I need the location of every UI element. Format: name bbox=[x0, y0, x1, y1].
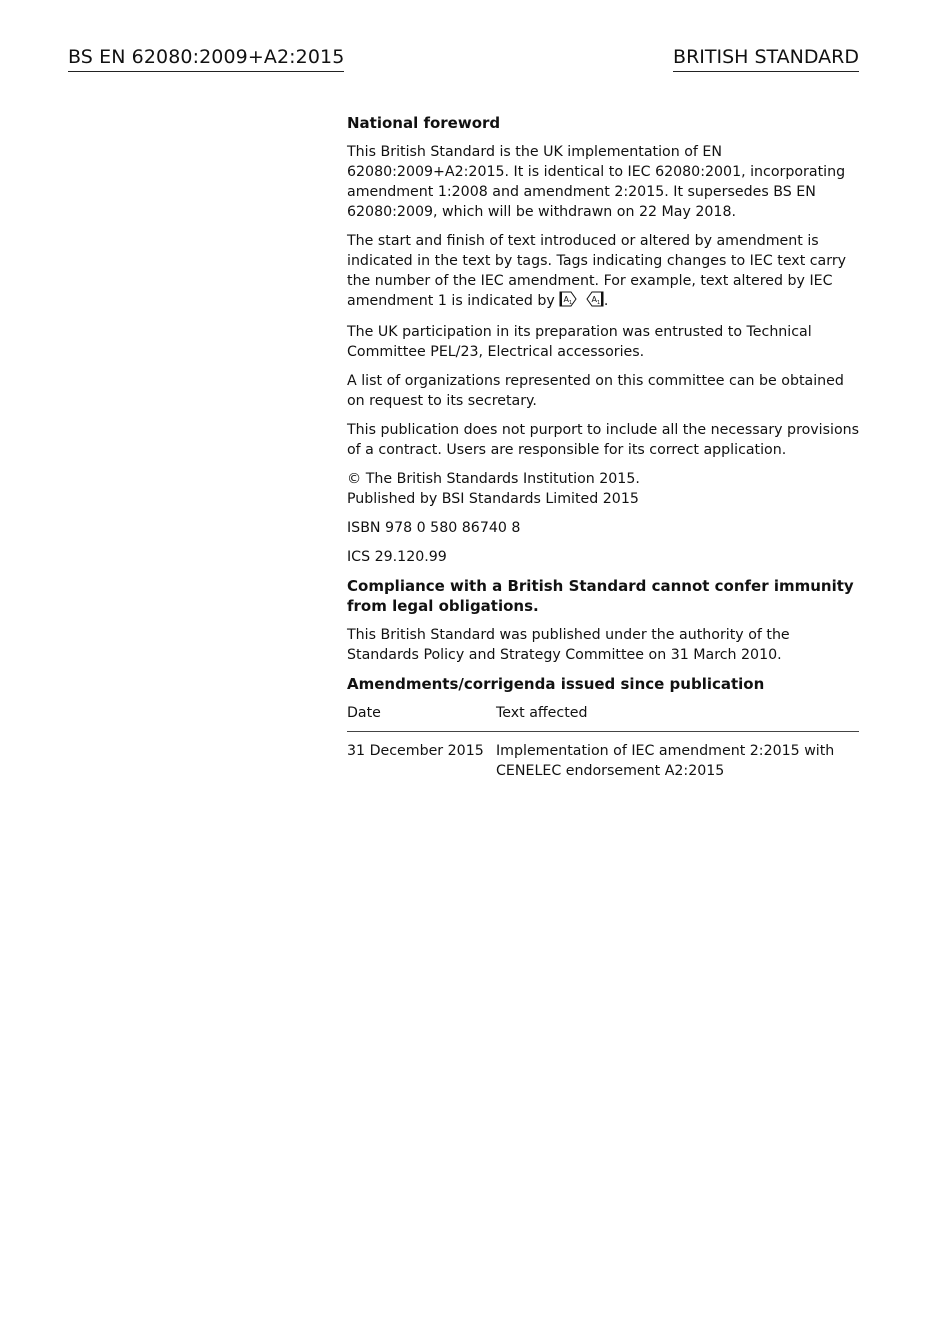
foreword-para-contract: This publication does not purport to include all the necessary provisions of a contract. Users are responsible for its correct application. bbox=[347, 422, 860, 458]
amendment-start-tag-icon bbox=[559, 291, 579, 313]
tags-text-end: . bbox=[603, 293, 609, 309]
publisher-notice: Published by BSI Standards Limited 2015 bbox=[347, 491, 639, 507]
column-header-date: Date bbox=[347, 703, 496, 732]
tags-text: The start and finish of text introduced or altered by amendment is indicated in the text by tags. Tags indicating changes to IEC text carry the number of the IEC amendment. For example, text altered by IEC amendment 1 is indicated by bbox=[347, 233, 847, 309]
foreword-para-implementation: This British Standard is the UK implementation of EN 62080:2009+A2:2015. It is identical to IEC 62080:2001, incorporating amendment 1:2008 and amendment 2:2015. It supersedes BS EN 62080:2009, which will be withdrawn on 22 May 2018. bbox=[347, 144, 846, 220]
amendments-title: Amendments/corrigenda issued since publication bbox=[347, 675, 765, 693]
svg-text:A: A bbox=[591, 295, 597, 304]
ics: ICS 29.120.99 bbox=[347, 549, 447, 565]
foreword-para-organizations: A list of organizations represented on this committee can be obtained on request to its secretary. bbox=[347, 373, 844, 409]
foreword-title: National foreword bbox=[347, 114, 501, 132]
table-header-row bbox=[347, 703, 859, 732]
foreword-para-tags bbox=[347, 231, 859, 313]
foreword-para-committee: The UK participation in its preparation was entrusted to Technical Committee PEL/23, Electrical accessories. bbox=[347, 324, 812, 360]
isbn: ISBN 978 0 580 86740 8 bbox=[347, 520, 521, 536]
svg-text:1: 1 bbox=[569, 300, 573, 306]
amendment-end-tag-icon bbox=[584, 291, 604, 313]
copyright-block bbox=[347, 469, 859, 509]
amendments-table bbox=[347, 703, 859, 781]
authority-notice: This British Standard was published under the authority of the Standards Policy and Strategy Committee on 31 March 2010. bbox=[347, 627, 790, 663]
amendment-date: 31 December 2015 bbox=[347, 743, 484, 759]
svg-text:1: 1 bbox=[596, 300, 601, 306]
svg-text:A: A bbox=[563, 295, 570, 304]
amendment-text: Implementation of IEC amendment 2:2015 with CENELEC endorsement A2:2015 bbox=[496, 743, 835, 779]
column-header-text-affected: Text affected bbox=[496, 703, 859, 732]
standard-series: BRITISH STANDARD bbox=[673, 46, 859, 72]
compliance-notice: Compliance with a British Standard cannot confer immunity from legal obligations. bbox=[347, 577, 854, 615]
table-row bbox=[347, 732, 859, 782]
document-id: BS EN 62080:2009+A2:2015 bbox=[68, 46, 344, 72]
national-foreword bbox=[347, 113, 859, 781]
copyright-notice: © The British Standards Institution 2015. bbox=[347, 471, 640, 487]
